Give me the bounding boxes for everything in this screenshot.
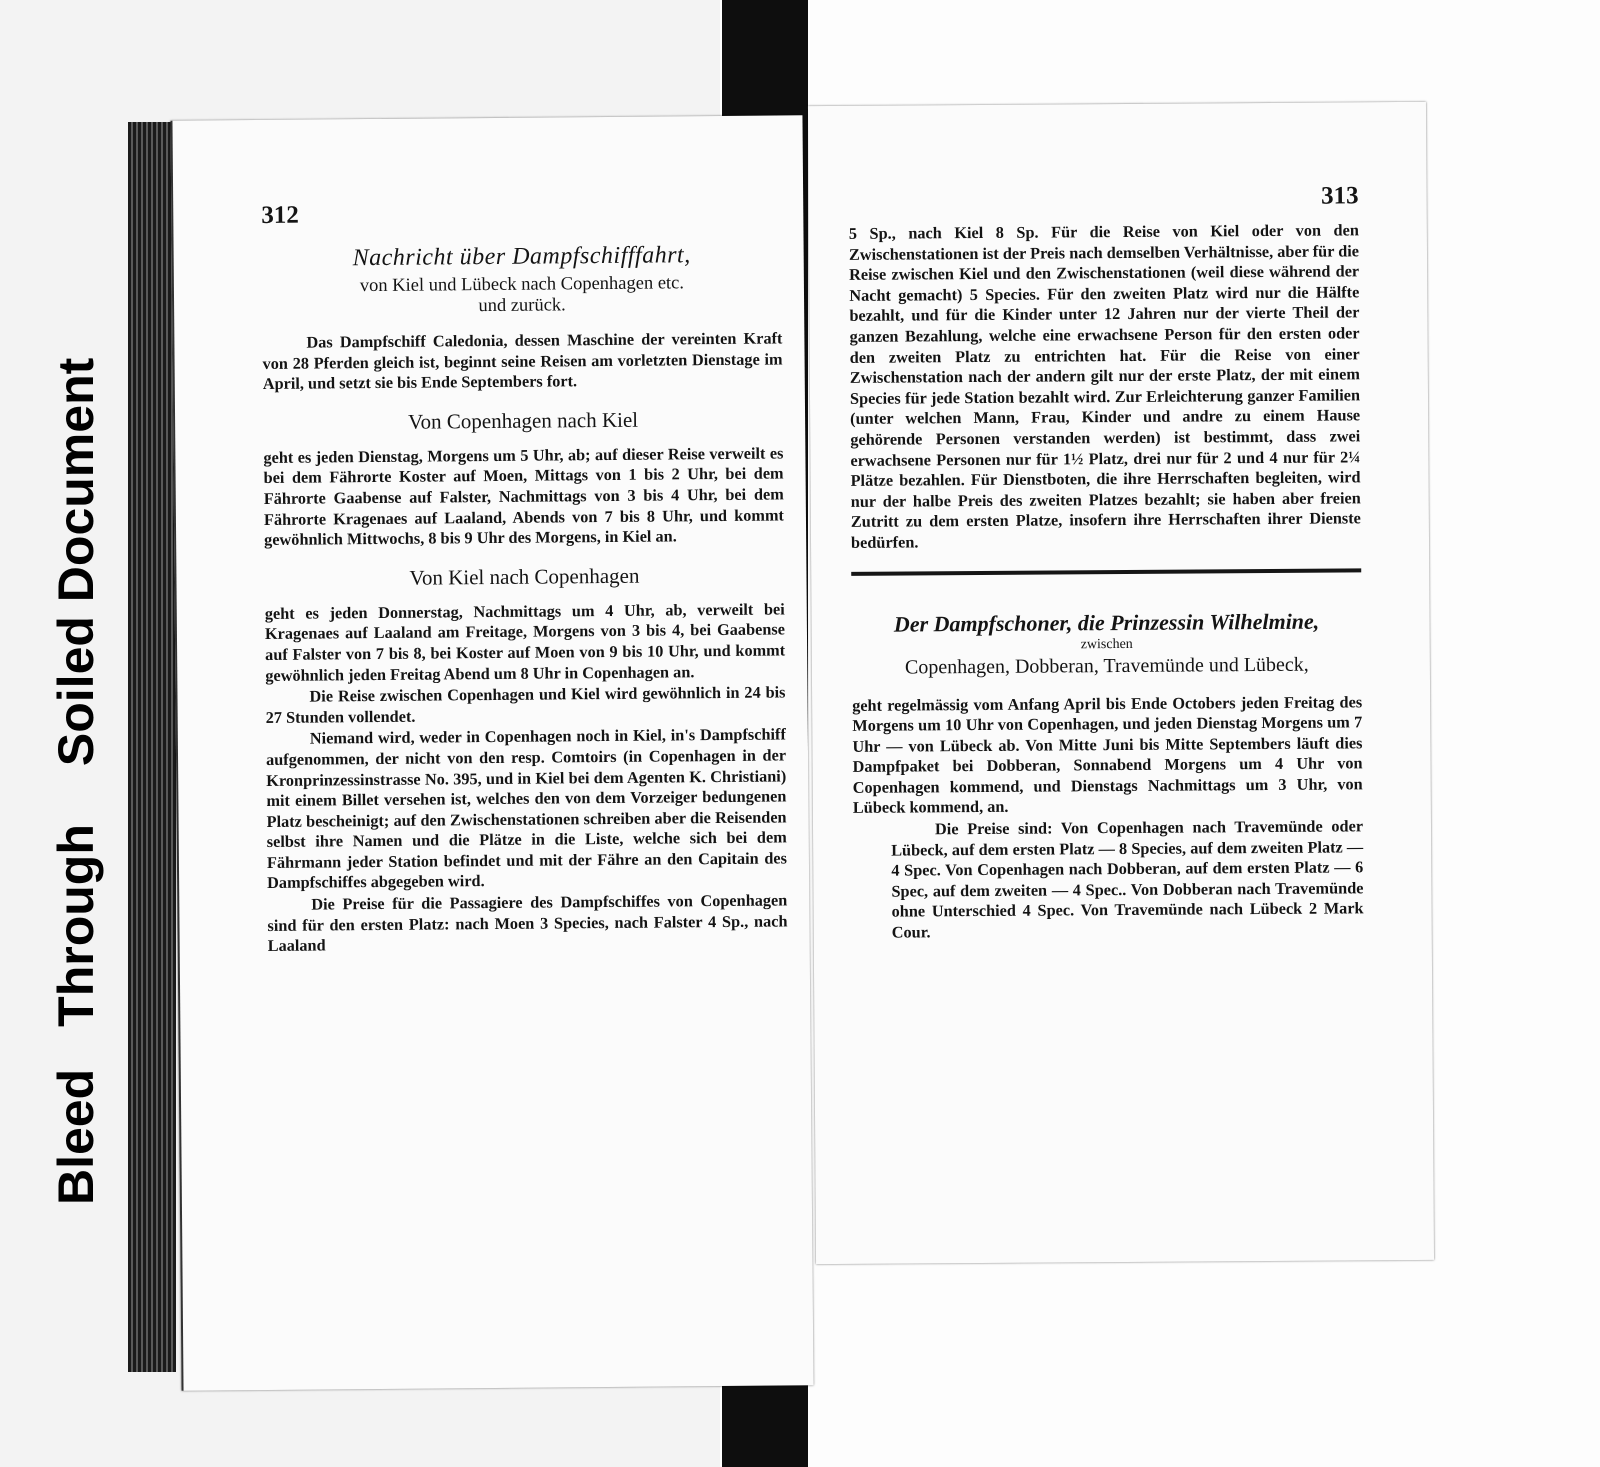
paragraph: geht es jeden Donnerstag, Nachmittags um 4 Uhr, ab, verweilt bei Kragenaes auf Laaland am Freitage, Morgens von 3 bis 4, bei Gaabense auf Falster von 7 bis 8, bei Koster auf Moen von 9 bis 10 Uhr, und kommt gewöhnlich jeden Freitag Abend um 8 Uhr in Copenhagen an. bbox=[264, 599, 786, 685]
section-subtitle bbox=[262, 272, 782, 319]
paragraph: geht regelmässig vom Anfang April bis Ende Octobers jeden Freitag des Morgens um 10 Uhr von Copenhagen, und jeden Dienstag Morgens um 7 Uhr — von Lübeck ab. Von Mitte Juni bis Mitte Septembers läuft dies Dampfpaket bei Dobberan, Sonnabend Morgens um 4 Uhr von Copenhagen kommend, und Dienstags Nachmittags um 3 Uhr, von Lübeck kommend, an. bbox=[852, 691, 1363, 818]
intro-paragraph: Das Dampfschiff Caledonia, dessen Maschine der vereinten Kraft von 28 Pferden gleich ist, beginnt seine Reisen am vorletzten Dienstage im April, und setzt sie bis Ende Septembers fort. bbox=[262, 328, 783, 394]
side-label-soiled-document: Soiled Document bbox=[48, 357, 104, 767]
page-number: 312 bbox=[261, 201, 299, 229]
paragraph: Die Preise sind: Von Copenhagen nach Travemünde oder Lübeck, auf dem ersten Platz — 8 Species, auf dem zweiten Platz — 4 Spec. Von Copenhagen nach Dobberan, auf dem ersten Platz — 6 Spec, auf dem zweiten — 4 Spec.. Von Dobberan nach Travemünde ohne Unterschied 4 Spec. Von Travemünde nach Lübeck 2 Mark Cour. bbox=[891, 816, 1364, 942]
paragraph: Niemand wird, weder in Copenhagen noch in Kiel, in's Dampfschiff aufgenommen, der nicht von den resp. Comtoirs (in Copenhagen in der Kronprinzessinstrasse No. 395, und in Kiel bei dem Agenten K. Christiani) mit einem Billet versehen ist, welches den von dem Vorzeiger bedungenen Platz bescheinigt; auf den Zwischenstationen schreiben aber die Reisenden selbst ihre Namen und die Plätze in die Liste, welche sich bei dem Fährmann jeder Station befindet und mit der Fähre an den Capitain des Dampfschiffes abgegeben wird. bbox=[265, 724, 788, 893]
section-title: Nachricht über Dampfschifffahrt, bbox=[352, 242, 691, 272]
side-label-word-bleed: Bleed bbox=[48, 1068, 104, 1205]
paragraph: Die Preise für die Passagiere des Dampfschiffes von Copenhagen sind für den ersten Platz: nach Moen 3 Species, nach Falster 4 Sp., nach Laaland bbox=[267, 890, 788, 956]
side-label bbox=[46, 175, 106, 1205]
paragraph: Die Reise zwischen Copenhagen und Kiel wird gewöhnlich in 24 bis 27 Stunden vollendet. bbox=[265, 682, 786, 727]
side-label-word-through: Through bbox=[48, 824, 104, 1027]
route-heading: Von Copenhagen nach Kiel bbox=[407, 407, 639, 434]
horizontal-rule bbox=[851, 568, 1361, 576]
paragraph: geht es jeden Dienstag, Morgens um 5 Uhr, ab; auf dieser Reise verweilt es bei dem Fährorte Koster auf Moen, Mittags von 1 bis 2 Uhr, bei dem Fährorte Gaabense auf Falster, Nachmittags von 3 bis 4 Uhr, bei dem Fährorte Kragenaes auf Laaland, Abends von 7 bis 8 Uhr, und kommt gewöhnlich Mittwochs, 8 bis 9 Uhr des Morgens, in Kiel an. bbox=[263, 443, 785, 550]
subtitle-line: und zurück. bbox=[478, 295, 566, 317]
section-title: Der Dampfschoner, die Prinzessin Wilhelmine, bbox=[893, 608, 1320, 637]
subtitle-line: von Kiel und Lübeck nach Copenhagen etc. bbox=[359, 273, 685, 297]
book-page-edges bbox=[128, 122, 176, 1372]
section-route: Copenhagen, Dobberan, Travemünde und Lübeck, bbox=[904, 653, 1309, 679]
right-page bbox=[808, 102, 1434, 1264]
right-page-content bbox=[849, 182, 1364, 943]
section-title-sub: zwischen bbox=[1080, 636, 1133, 652]
page-number: 313 bbox=[1321, 182, 1359, 210]
left-page bbox=[170, 115, 813, 1390]
left-page-content bbox=[261, 197, 788, 956]
paragraph: 5 Sp., nach Kiel 8 Sp. Für die Reise von Kiel oder von den Zwischenstationen ist der Preis nach demselben Verhältnisse, aber für die Reise zwischen Kiel und den Zwischenstationen (weil diese während der Nacht gemacht) 5 Species. Für den zweiten Platz wird nur die Hälfte bezahlt, und für die Kinder unter 12 Jahren nur der vierte Theil der ganzen Bezahlung, welche eine erwachsene Person für den ersten oder den zweiten Platz zu entrichten hat. Für die Reise von einer Zwischenstation nach der andern gilt nur der erste Platz, der mit einem Species für jede Station bezahlt wird. Zur Erleichterung ganzer Familien (unter welchen Mann, Frau, Kinder und andre zu einem Hause gehörende Personen verstanden werden) ist bestimmt, dass zwei erwachsene Personen nur für 1½ Platz, drei nur für 2 und 4 nur für 2¼ Plätze bezahlen. Für Dienstboten, die ihre Herrschaften begleiten, wird nur der halbe Preis des zweiten Platzes bezahlt; sie haben aber freien Zutritt zu dem ersten Platze, insofern ihre Herrschaften ihrer Dienste bedürfen. bbox=[848, 220, 1361, 552]
route-heading: Von Kiel nach Copenhagen bbox=[409, 563, 640, 590]
